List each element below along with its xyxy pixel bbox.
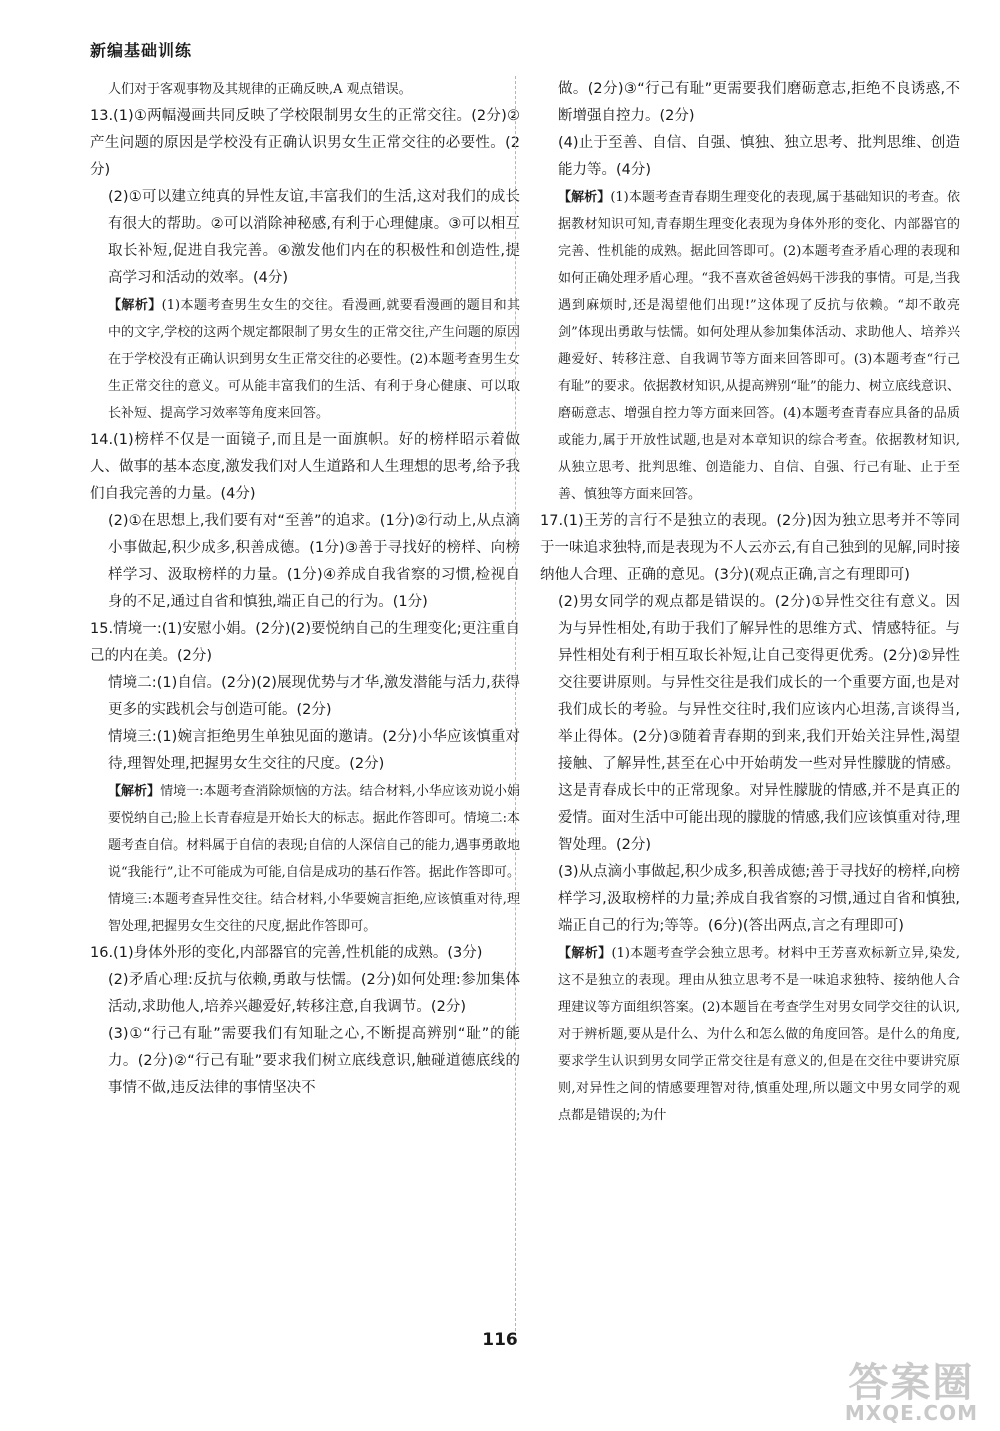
answer-paragraph [90, 508, 520, 616]
paragraph-text: 情境三:(1)婉言拒绝男生单独见面的邀请。(2分)小华应该慎重对待,理智处理,把握男女生交往的尺度。(2分) [108, 729, 520, 772]
site-watermark [844, 1360, 978, 1425]
paragraph-text: (1)本题考查男生女生的交往。看漫画,就要看漫画的题目和其中的文字,学校的这两个规定都限制了男女生的正常交往,产生问题的原因在于学校没有正确认识到男女生正常交往的必要性。(2)本题考查男生女生正常交往的意义。可从能丰富我们的生活、有利于身心健康、可以取长补短、提高学习效率等角度来回答。 [108, 298, 520, 421]
analysis-tag: 【解析】 [558, 190, 611, 205]
paragraph-text: 15.情境一:(1)安慰小娟。(2分)(2)要悦纳自己的生理变化;更注重自己的内在美。(2分) [90, 621, 520, 664]
answer-paragraph [540, 76, 960, 130]
paragraph-text: (4)止于至善、自信、自强、慎独、独立思考、批判思维、创造能力等。(4分) [558, 135, 960, 178]
analysis-tag: 【解析】 [108, 784, 161, 799]
answer-paragraph [90, 940, 520, 967]
paragraph-text: 情境一:本题考查消除烦恼的方法。结合材料,小华应该劝说小娟要悦纳自己;脸上长青春痘是开始长大的标志。据此作答即可。情境二:本题考查自信。材料属于自信的表现;自信的人深信自己的能力,遇事勇敢地说“我能行”,让不可能成为可能,自信是成功的基石作答。据此作答即可。情境三:本题考查异性交往。结合材料,小华要婉言拒绝,应该慎重对待,理智处理,把握男女生交往的尺度,据此作答即可。 [108, 784, 520, 934]
answer-paragraph [90, 670, 520, 724]
analysis-paragraph [90, 292, 520, 427]
answer-paragraph [90, 724, 520, 778]
analysis-tag: 【解析】 [558, 946, 612, 961]
paragraph-text: 做。(2分)③“行己有耻”更需要我们磨砺意志,拒绝不良诱惑,不断增强自控力。(2分) [558, 81, 960, 124]
answer-paragraph [90, 427, 520, 508]
paragraph-text: 14.(1)榜样不仅是一面镜子,而且是一面旗帜。好的榜样昭示着做人、做事的基本态度,激发我们对人生道路和人生理想的思考,给予我们自我完善的力量。(4分) [90, 432, 520, 502]
paragraph-text: 情境二:(1)自信。(2分)(2)展现优势与才华,激发潜能与活力,获得更多的实践机会与创造可能。(2分) [108, 675, 520, 718]
analysis-paragraph [90, 76, 520, 103]
answer-paragraph [540, 508, 960, 589]
answer-paragraph [90, 103, 520, 184]
watermark-domain: MXQE.COM [844, 1401, 978, 1425]
paragraph-text: 13.(1)①两幅漫画共同反映了学校限制男女生的正常交往。(2分)②产生问题的原因是学校没有正确认识男女生正常交往的必要性。(2分) [90, 108, 520, 178]
paragraph-text: (1)本题考查学会独立思考。材料中王芳喜欢标新立异,染发,这不是独立的表现。理由从独立思考不是一味追求独特、接纳他人合理建议等方面组织答案。(2)本题旨在考查学生对男女同学交往的认识,对于辨析题,要从是什么、为什么和怎么做的角度回答。是什么的角度,要求学生认识到男女同学正常交往是有意义的,但是在交往中要讲究原则,对异性之间的情感要理智对待,慎重处理,所以题文中男女同学的观点都是错误的;为什 [558, 946, 960, 1123]
book-series-title: 新编基础训练 [90, 41, 193, 60]
column-divider [515, 76, 516, 1336]
paragraph-text: 人们对于客观事物及其规律的正确反映,A 观点错误。 [108, 82, 412, 97]
paragraph-text: (3)从点滴小事做起,积少成多,积善成德;善于寻找好的榜样,向榜样学习,汲取榜样的力量;养成自我省察的习惯,通过自省和慎独,端正自己的行为;等等。(6分)(答出两点,言之有理即可) [558, 864, 960, 934]
paragraph-text: (2)①在思想上,我们要有对“至善”的追求。(1分)②行动上,从点滴小事做起,积少成多,积善成德。(1分)③善于寻找好的榜样、向榜样学习、汲取榜样的力量。(1分)④养成自我省察的习惯,检视自身的不足,通过自省和慎独,端正自己的行为。(1分) [108, 513, 520, 610]
analysis-tag: 【解析】 [108, 298, 162, 313]
left-answer-column [90, 76, 520, 1102]
right-answer-column [540, 76, 960, 1129]
paragraph-text: (2)男女同学的观点都是错误的。(2分)①异性交往有意义。因为与异性相处,有助于我们了解异性的思维方式、情感特征。与异性相处有利于相互取长补短,让自己变得更优秀。(2分)②异性交往要讲原则。与异性交往是我们成长的一个重要方面,也是对我们成长的考验。与异性交往时,我们应该内心坦荡,言谈得当,举止得体。(2分)③随着青春期的到来,我们开始关注异性,渴望接触、了解异性,甚至在心中开始萌发一些对异性朦胧的情感。这是青春成长中的正常现象。对异性朦胧的情感,并不是真正的爱情。面对生活中可能出现的朦胧的情感,我们应该慎重对待,理智处理。(2分) [558, 594, 960, 853]
paragraph-text: 17.(1)王芳的言行不是独立的表现。(2分)因为独立思考并不等同于一味追求独特,而是表现为不人云亦云,有自己独到的见解,同时接纳他人合理、正确的意见。(3分)(观点正确,言之有理即可) [540, 513, 960, 583]
analysis-paragraph [90, 778, 520, 940]
answer-paragraph [90, 967, 520, 1021]
answer-paragraph [540, 859, 960, 940]
paragraph-text: (3)①“行己有耻”需要我们有知耻之心,不断提高辨别“耻”的能力。(2分)②“行己有耻”要求我们树立底线意识,触碰道德底线的事情不做,违反法律的事情坚决不 [108, 1026, 520, 1096]
watermark-logo-text: 答案圈 [848, 1360, 975, 1406]
analysis-paragraph [540, 940, 960, 1129]
paragraph-text: 16.(1)身体外形的变化,内部器官的完善,性机能的成熟。(3分) [90, 945, 483, 961]
answer-paragraph [90, 616, 520, 670]
answer-paragraph [90, 184, 520, 292]
paragraph-text: (1)本题考查青春期生理变化的表现,属于基础知识的考查。依据教材知识可知,青春期生理变化表现为身体外形的变化、内部器官的完善、性机能的成熟。据此回答即可。(2)本题考查矛盾心理的表现和如何正确处理矛盾心理。“我不喜欢爸爸妈妈干涉我的事情。可是,当我遇到麻烦时,还是渴望他们出现!”这体现了反抗与依赖。“却不敢亮剑”体现出勇敢与怯懦。如何处理从参加集体活动、求助他人、培养兴趣爱好、转移注意、自我调节等方面来回答即可。(3)本题考查“行己有耻”的要求。依据教材知识,从提高辨别“耻”的能力、树立底线意识、磨砺意志、增强自控力等方面来回答。(4)本题考查青春应具备的品质或能力,属于开放性试题,也是对本章知识的综合考查。依据教材知识,从独立思考、批判思维、创造能力、自信、自强、行己有耻、止于至善、慎独等方面来回答。 [558, 190, 960, 502]
analysis-paragraph [540, 184, 960, 508]
answer-paragraph [90, 1021, 520, 1102]
page-number: 116 [482, 1330, 518, 1350]
paragraph-text: (2)①可以建立纯真的异性友谊,丰富我们的生活,这对我们的成长有很大的帮助。②可以消除神秘感,有利于心理健康。③可以相互取长补短,促进自我完善。④激发他们内在的积极性和创造性,提高学习和活动的效率。(4分) [108, 189, 520, 286]
answer-paragraph [540, 130, 960, 184]
paragraph-text: (2)矛盾心理:反抗与依赖,勇敢与怯懦。(2分)如何处理:参加集体活动,求助他人,培养兴趣爱好,转移注意,自我调节。(2分) [108, 972, 520, 1015]
answer-paragraph [540, 589, 960, 859]
